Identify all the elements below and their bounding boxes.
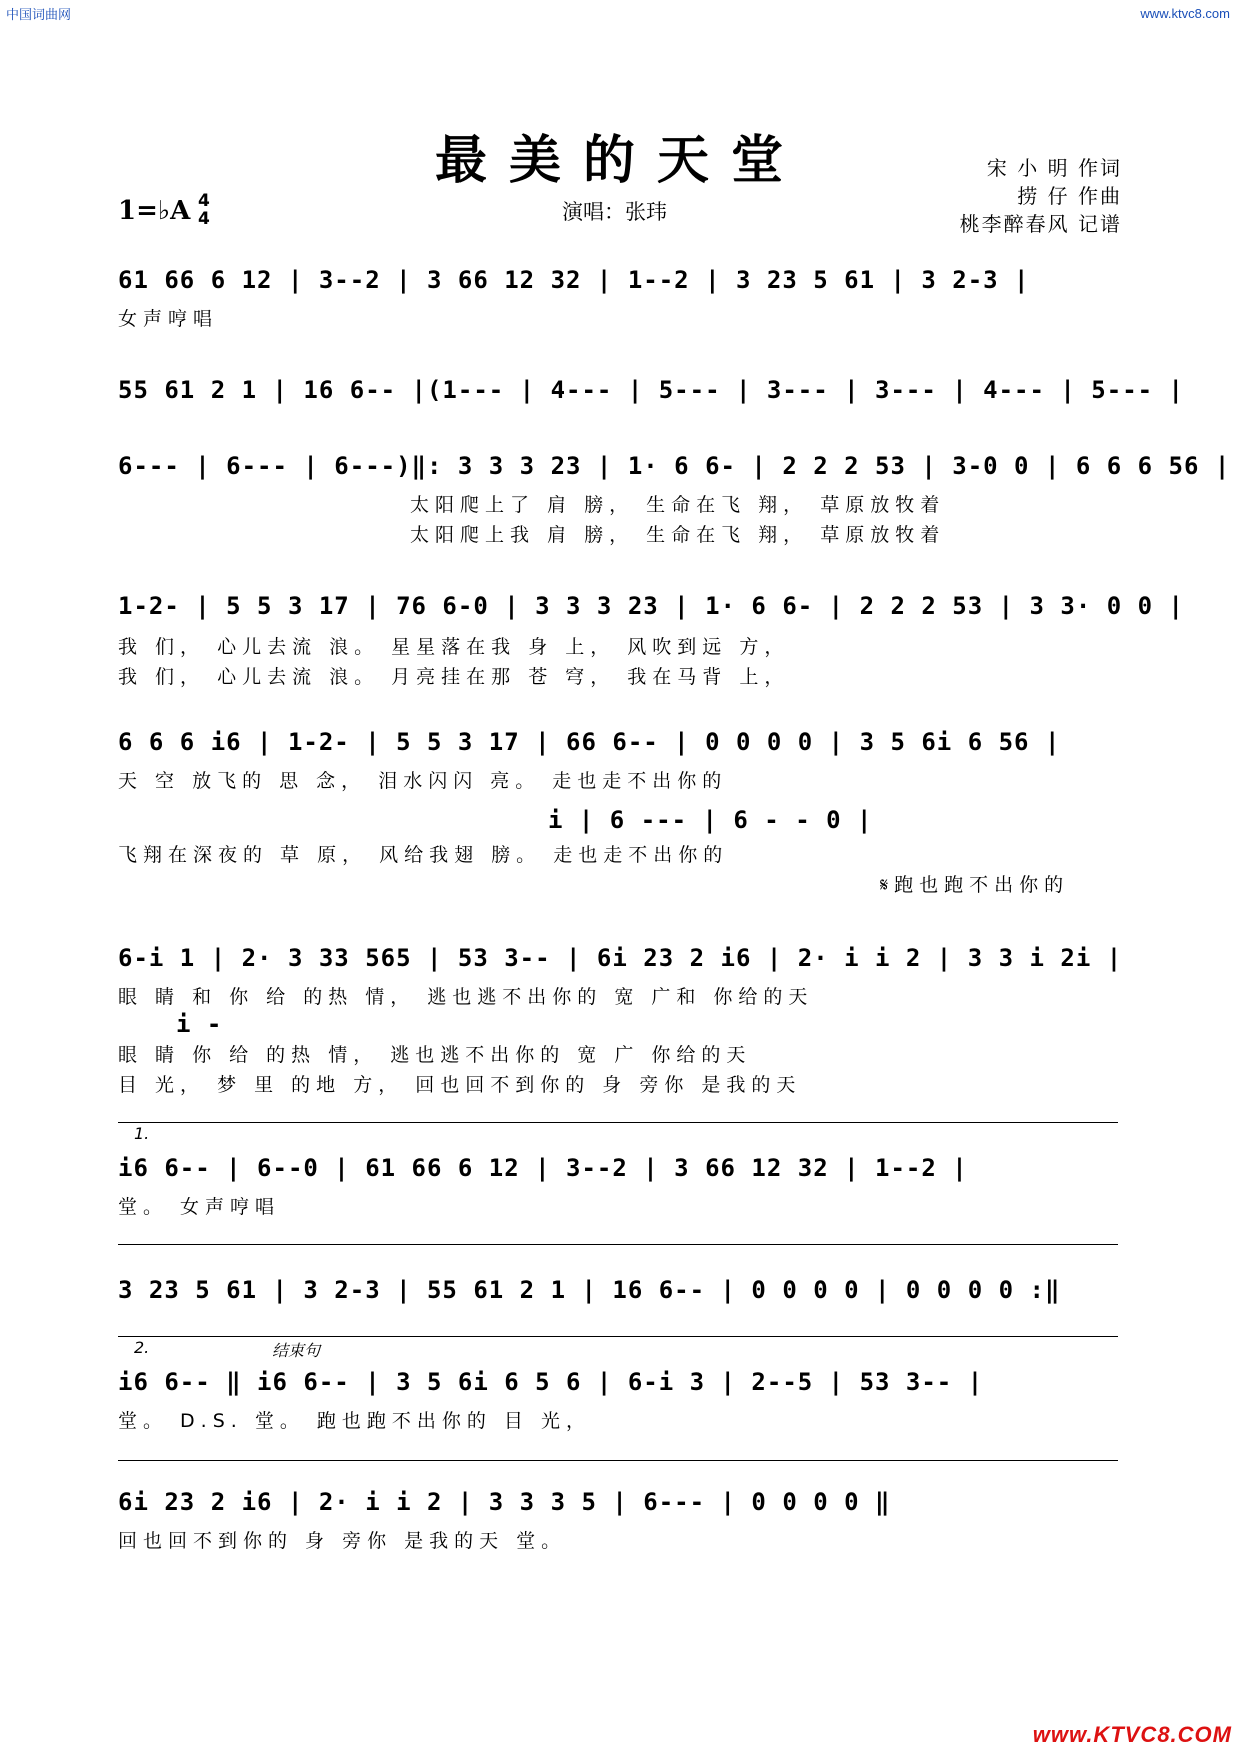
coda-line — [118, 1460, 1118, 1461]
lyrics-row-1: 女声哼唱 — [118, 308, 219, 330]
transcriber-credit: 桃李醉春风 记谱 — [959, 212, 1122, 236]
footer-logo[interactable]: www.KTVC8.COM — [1032, 1722, 1232, 1747]
time-signature — [198, 192, 210, 228]
song-title: 最美的天堂 — [434, 130, 805, 191]
volta-2-label: 2. — [134, 1338, 150, 1357]
site-name-left[interactable]: 中国词曲网 — [6, 8, 72, 23]
notes-row-3: 6--- | 6--- | 6---)‖: 3 3 3 23 | 1· 6 6- | 2 2 2 53 | 3-0 0 | 6 6 6 56 | — [118, 452, 1231, 480]
notes-row-7: 6-i 1 | 2· 3 33 565 | 53 3-- | 6i 23 2 i6 | 2· i i 2 | 3 3 i 2i | — [118, 944, 1123, 972]
time-bottom: 4 — [198, 209, 210, 229]
site-url-right[interactable]: www.ktvc8.com — [1140, 6, 1230, 21]
lyrics-row-4-a: 我 们， 心儿去流 浪。 星星落在我 身 上， 风吹到远 方， — [118, 636, 790, 658]
lyrics-row-8-a: 眼 睛 你 给 的热 情， 逃也逃不出你的 宽 广 你给的天 — [118, 1044, 752, 1066]
lyrics-row-4-b: 我 们， 心儿去流 浪。 月亮挂在那 苍 穹， 我在马背 上， — [118, 666, 790, 688]
ending-label: 结束句 — [272, 1341, 321, 1360]
notes-row-6: i | 6 --- | 6 - - 0 | — [548, 806, 873, 834]
volta-line-2 — [118, 1336, 1118, 1337]
notes-row-2: 55 61 2 1 | 16 6-- |(1--- | 4--- | 5--- | 3--- | 3--- | 4--- | 5--- | — [118, 376, 1184, 404]
notes-row-11: i6 6-- ‖ i6 6-- | 3 5 6i 6 5 6 | 6-i 3 | 2--5 | 53 3-- | — [118, 1368, 984, 1396]
lyrics-row-6-b: 𝄋跑也跑不出你的 — [880, 874, 1070, 896]
lyrics-row-3-a: 太阳爬上了 肩 膀， 生命在飞 翔， 草原放牧着 — [410, 494, 946, 516]
notes-row-10: 3 23 5 61 | 3 2-3 | 55 61 2 1 | 16 6-- | 0 0 0 0 | 0 0 0 0 :‖ — [118, 1276, 1061, 1304]
lyrics-row-8-b: 目 光， 梦 里 的地 方， 回也回不到你的 身 旁你 是我的天 — [118, 1074, 802, 1096]
lyrics-row-12: 回也回不到你的 身 旁你 是我的天 堂。 — [118, 1530, 567, 1552]
notes-row-12: 6i 23 2 i6 | 2· i i 2 | 3 3 3 5 | 6--- | 0 0 0 0 ‖ — [118, 1488, 891, 1516]
volta-line-1b — [118, 1244, 1118, 1245]
lyrics-row-5: 天 空 放飞的 思 念， 泪水闪闪 亮。 走也走不出你的 — [118, 770, 728, 792]
lyrics-row-11: 堂。 D.S. 堂。 跑也跑不出你的 目 光， — [118, 1410, 591, 1432]
notes-row-5: 6 6 6 i6 | 1-2- | 5 5 3 17 | 66 6-- | 0 0 0 0 | 3 5 6i 6 56 | — [118, 728, 1061, 756]
volta-1-label: 1. — [134, 1124, 150, 1143]
notes-row-1: 61 66 6 12 | 3--2 | 3 66 12 32 | 1--2 | 3 23 5 61 | 3 2-3 | — [118, 266, 1030, 294]
composer-credit: 捞 仔 作曲 — [1017, 184, 1122, 208]
lyrics-row-7: 眼 睛 和 你 给 的热 情， 逃也逃不出你的 宽 广和 你给的天 — [118, 986, 814, 1008]
lyrics-row-9: 堂。 女声哼唱 — [118, 1196, 281, 1218]
singer: 演唱：张玮 — [562, 200, 667, 224]
lyricist-credit: 宋 小 明 作词 — [986, 156, 1122, 180]
time-top: 4 — [198, 191, 210, 211]
lyrics-row-6-a: 飞翔在深夜的 草 原， 风给我翅 膀。 走也走不出你的 — [118, 844, 729, 866]
lyrics-row-3-b: 太阳爬上我 肩 膀， 生命在飞 翔， 草原放牧着 — [410, 524, 946, 546]
volta-line-1 — [118, 1122, 1118, 1123]
key-signature: 1=♭A — [118, 196, 191, 226]
notes-row-4: 1-2- | 5 5 3 17 | 76 6-0 | 3 3 3 23 | 1· 6 6- | 2 2 2 53 | 3 3· 0 0 | — [118, 592, 1184, 620]
notes-row-8: i - — [176, 1010, 223, 1038]
notes-row-9: i6 6-- | 6--0 | 61 66 6 12 | 3--2 | 3 66 12 32 | 1--2 | — [118, 1154, 968, 1182]
